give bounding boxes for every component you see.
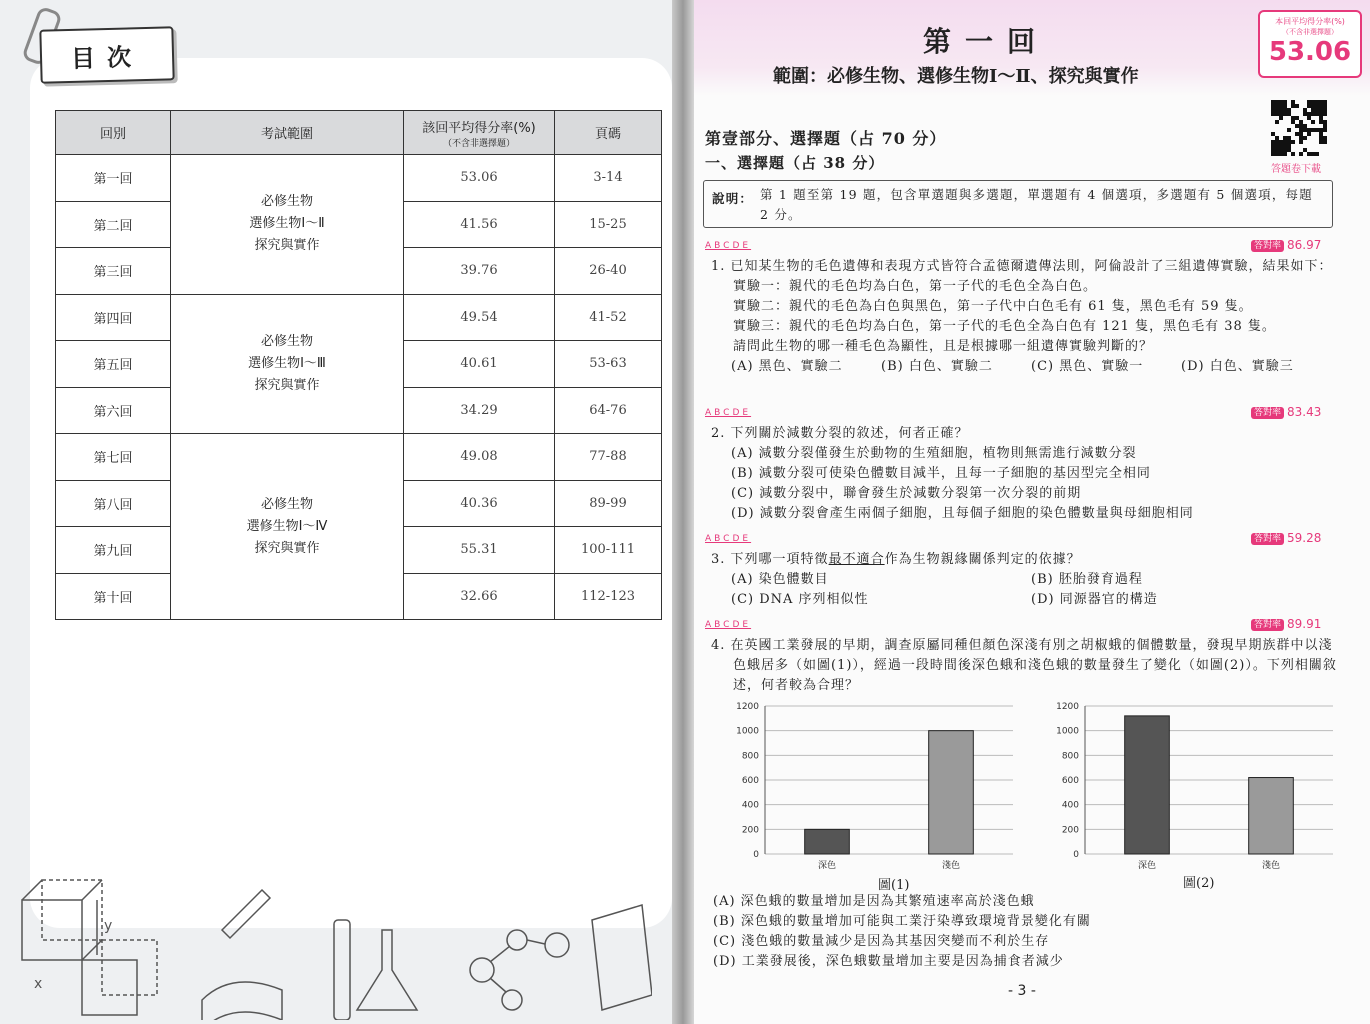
round-name[interactable]: 第七回: [56, 434, 171, 481]
y-tick-label: 600: [741, 776, 759, 786]
header-avg-label: 該回平均得分率(%): [422, 120, 536, 136]
option-a[interactable]: (A) 深色蛾的數量增加是因為其繁殖速率高於淺色蛾: [713, 894, 1035, 909]
round-name[interactable]: 第九回: [56, 527, 171, 574]
question-stem-emphasis: 最不適合: [828, 552, 885, 567]
answer-choices-marker: ABCDE: [705, 408, 752, 418]
y-tick-label: 0: [1073, 850, 1079, 860]
question-4: [711, 636, 1341, 696]
average-score: 40.61: [404, 341, 555, 388]
scope-line: 選修生物Ⅰ～Ⅱ: [249, 216, 325, 232]
correct-rate-value: 59.28: [1287, 531, 1322, 545]
scope-line: 必修生物: [260, 333, 313, 349]
y-tick-label: 400: [741, 800, 759, 811]
scope-cell: [171, 294, 404, 434]
y-tick-label: 1200: [736, 702, 759, 712]
bar: [1125, 716, 1170, 854]
question-stem: 已知某生物的毛色遺傳和表現方式皆符合孟德爾遺傳法則，阿倫設計了三組遺傳實驗，結果如下：: [730, 259, 1333, 274]
correct-rate: [1251, 238, 1321, 252]
option-c[interactable]: (C) 黑色、實驗一: [1031, 359, 1144, 374]
option-a[interactable]: (A) 減數分裂僅發生於動物的生殖細胞，植物則無需進行減數分裂: [731, 446, 1137, 461]
page-range[interactable]: 15-25: [555, 201, 662, 248]
option-b[interactable]: (B) 白色、實驗二: [881, 359, 993, 374]
book-spine: [672, 0, 694, 1024]
instructions-box: [703, 180, 1333, 228]
toc-table: [55, 110, 662, 620]
option-a[interactable]: (A) 染色體數目: [731, 572, 829, 587]
round-name[interactable]: 第二回: [56, 201, 171, 248]
scope-line: 選修生物Ⅰ～Ⅲ: [248, 355, 326, 371]
header-round: 回別: [56, 111, 171, 155]
header-page: 頁碼: [555, 111, 662, 155]
page-range[interactable]: 77-88: [555, 434, 662, 481]
header-scope: 考試範圍: [171, 111, 404, 155]
average-score-box: [1258, 10, 1362, 78]
average-score: 40.36: [404, 480, 555, 527]
option-c[interactable]: (C) 淺色蛾的數量減少是因為其基因突變而不利於生存: [713, 934, 1050, 949]
option-d[interactable]: (D) 白色、實驗三: [1181, 359, 1294, 374]
page-range[interactable]: 100-111: [555, 527, 662, 574]
question-stem-pre: 下列哪一項特徵: [730, 552, 829, 567]
average-score: 49.08: [404, 434, 555, 481]
svg-text:y: y: [104, 918, 113, 934]
question-stem: 下列關於減數分裂的敘述，何者正確？: [730, 426, 969, 441]
average-score-label: 本回平均得分率(%): [1275, 17, 1345, 26]
answer-choices-marker: ABCDE: [705, 241, 752, 251]
x-tick-label: 深色: [1137, 861, 1157, 871]
bar-chart-1: [723, 698, 1023, 878]
average-score: 53.06: [404, 155, 555, 202]
y-tick-label: 400: [1061, 800, 1079, 811]
round-name[interactable]: 第三回: [56, 248, 171, 295]
question-stem: 在英國工業發展的早期，調查原屬同種但顏色深淺有別之胡椒蛾的個體數量，發現早期族群中以淺色蛾居多（如圖(1)），經過一段時間後深色蛾和淺色蛾的數量發生了變化（如圖(2)）。下列相關敘述，何者較為合理？: [730, 638, 1337, 693]
scope-line: 選修生物Ⅰ～Ⅳ: [246, 518, 328, 534]
option-c[interactable]: (C) DNA 序列相似性: [731, 592, 869, 607]
question-line: 實驗二：親代的毛色為白色與黑色，第一子代中白色毛有 61 隻，黑色毛有 59 隻。: [733, 299, 1253, 314]
y-tick-label: 0: [753, 850, 759, 860]
question-line: 實驗一：親代的毛色均為白色，第一子代的毛色全為白色。: [733, 279, 1098, 294]
page-range[interactable]: 89-99: [555, 480, 662, 527]
instructions-text: 第 1 題至第 19 題，包含單選題與多選題，單選題有 4 個選項，多選題有 5 個選項，每題 2 分。: [760, 187, 1313, 222]
qr-code-icon[interactable]: [1271, 100, 1327, 156]
correct-rate-badge: 答對率: [1251, 407, 1284, 419]
y-tick-label: 1000: [736, 726, 759, 737]
y-tick-label: 800: [1061, 751, 1079, 762]
average-score: 49.54: [404, 294, 555, 341]
average-score: 34.29: [404, 387, 555, 434]
toc-title: 目次: [39, 26, 174, 83]
x-tick-label: 深色: [817, 861, 837, 871]
scope-line: 探究與實作: [254, 238, 320, 254]
correct-rate-value: 89.91: [1287, 617, 1322, 631]
y-tick-label: 800: [741, 751, 759, 762]
round-name[interactable]: 第十回: [56, 573, 171, 620]
option-b[interactable]: (B) 胚胎發育過程: [1031, 572, 1143, 587]
bar: [805, 829, 850, 854]
table-row: [56, 434, 662, 481]
correct-rate-badge: 答對率: [1251, 533, 1284, 545]
x-tick-label: 淺色: [1261, 861, 1281, 871]
question-4-options: [713, 892, 1343, 972]
figure-caption-1: 圖(1): [878, 878, 910, 893]
bar: [1249, 778, 1294, 854]
page-range[interactable]: 3-14: [555, 155, 662, 202]
question-number: 4.: [711, 638, 726, 653]
y-tick-label: 600: [1061, 776, 1079, 786]
page-range[interactable]: 53-63: [555, 341, 662, 388]
question-number: 1.: [711, 259, 726, 274]
right-page: [683, 0, 1370, 1024]
scope-line: 必修生物: [260, 194, 313, 210]
question-number: 2.: [711, 426, 726, 441]
question-line: 請問此生物的哪一種毛色為顯性，且是根據哪一組遺傳實驗判斷的？: [733, 339, 1154, 354]
correct-rate-badge: 答對率: [1251, 619, 1284, 631]
question-line: 實驗三：親代的毛色均為白色，第一子代的毛色全為白色有 121 隻，黑色毛有 38 隻。: [733, 319, 1276, 334]
page-range[interactable]: 64-76: [555, 387, 662, 434]
instructions-label: 說明：: [712, 191, 754, 206]
round-name[interactable]: 第五回: [56, 341, 171, 388]
correct-rate: [1251, 617, 1321, 631]
part-title: 第壹部分、選擇題（占 70 分）: [705, 129, 947, 148]
scope-cell: [171, 434, 404, 620]
table-row: [56, 155, 662, 202]
page-number: - 3 -: [1008, 983, 1036, 999]
header-avg: [404, 111, 555, 155]
scope-line: 探究與實作: [254, 377, 320, 393]
page-range[interactable]: 112-123: [555, 573, 662, 620]
correct-rate-badge: 答對率: [1251, 240, 1284, 252]
section-title: 一、選擇題（占 38 分）: [705, 154, 885, 172]
scope-cell: [171, 155, 404, 295]
option-c[interactable]: (C) 減數分裂中，聯會發生於減數分裂第一次分裂的前期: [731, 486, 1082, 501]
figure-caption-2: 圖(2): [1183, 876, 1215, 891]
option-d[interactable]: (D) 減數分裂會產生兩個子細胞，且每個子細胞的染色體數量與母細胞相同: [731, 506, 1194, 521]
option-d[interactable]: (D) 同源器官的構造: [1031, 592, 1158, 607]
average-score: 55.31: [404, 527, 555, 574]
page-range[interactable]: 26-40: [555, 248, 662, 295]
page-range[interactable]: 41-52: [555, 294, 662, 341]
science-doodle-icon: [12, 860, 652, 1020]
answer-choices-marker: ABCDE: [705, 534, 752, 544]
round-name[interactable]: 第一回: [56, 155, 171, 202]
round-name[interactable]: 第八回: [56, 480, 171, 527]
option-b[interactable]: (B) 減數分裂可使染色體數目減半，且每一子細胞的基因型完全相同: [731, 466, 1151, 481]
qr-label: 答題卷下載: [1271, 164, 1321, 175]
y-tick-label: 1200: [1056, 702, 1079, 712]
scope-line: 探究與實作: [254, 540, 320, 556]
answer-choices-marker: ABCDE: [705, 620, 752, 630]
scope-title: 範圍：必修生物、選修生物Ⅰ～Ⅱ、探究與實作: [773, 66, 1139, 87]
header-avg-note: （不含非選擇題）: [442, 138, 515, 149]
table-row: [56, 294, 662, 341]
bar-chart-2: [1043, 698, 1343, 878]
average-score: 32.66: [404, 573, 555, 620]
question-2: [711, 424, 1341, 524]
correct-rate-value: 83.43: [1287, 405, 1322, 419]
svg-text:x: x: [34, 976, 43, 992]
toc-body: [56, 155, 662, 620]
correct-rate-value: 86.97: [1287, 238, 1322, 252]
left-page: [0, 0, 683, 1024]
scope-line: 必修生物: [260, 496, 313, 512]
y-tick-label: 200: [1061, 825, 1079, 836]
correct-rate: [1251, 405, 1321, 419]
average-score-value: 53.06: [1268, 37, 1352, 67]
average-score: 39.76: [404, 248, 555, 295]
y-tick-label: 1000: [1056, 726, 1079, 737]
bar: [929, 731, 974, 854]
question-stem-post: 作為生物親緣關係判定的依據？: [884, 552, 1081, 567]
option-a[interactable]: (A) 黑色、實驗二: [731, 359, 843, 374]
question-3: [711, 550, 1341, 610]
question-1: [711, 257, 1341, 377]
question-number: 3.: [711, 552, 726, 567]
option-d[interactable]: (D) 工業發展後，深色蛾數量增加主要是因為捕食者減少: [713, 954, 1064, 969]
x-tick-label: 淺色: [941, 861, 961, 871]
round-title: 第一回: [923, 25, 1050, 58]
average-score-note: （不含非選擇題）: [1282, 28, 1338, 36]
y-tick-label: 200: [741, 825, 759, 836]
round-name[interactable]: 第四回: [56, 294, 171, 341]
round-name[interactable]: 第六回: [56, 387, 171, 434]
correct-rate: [1251, 531, 1321, 545]
average-score: 41.56: [404, 201, 555, 248]
option-b[interactable]: (B) 深色蛾的數量增加可能與工業汙染導致環境背景變化有關: [713, 914, 1091, 929]
